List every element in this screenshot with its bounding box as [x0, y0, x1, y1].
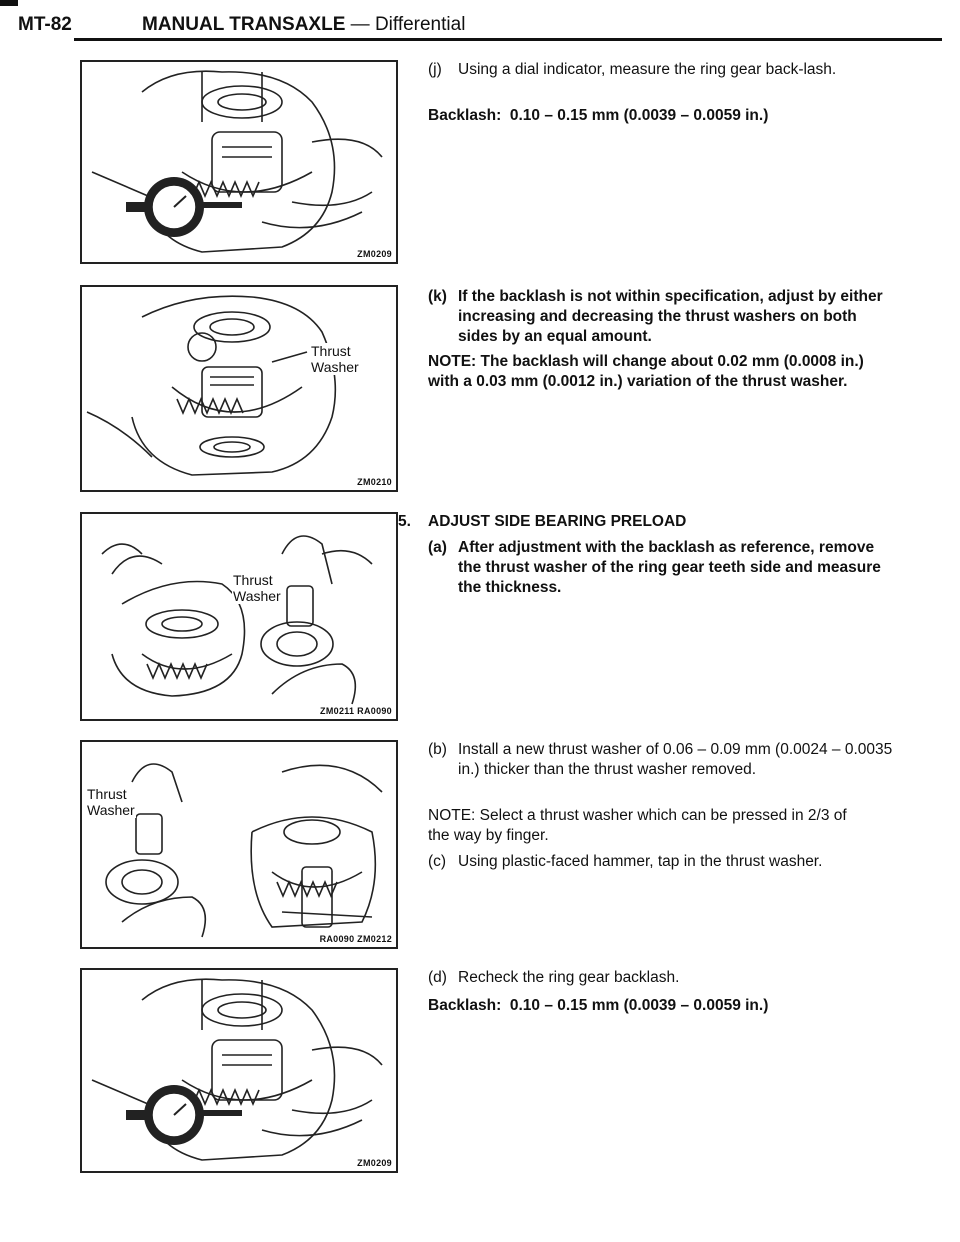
step-label: (j) [428, 61, 442, 78]
spec-value: 0.10 – 0.15 mm (0.0039 – 0.0059 in.) [509, 997, 769, 1014]
callout-washer: Washer [233, 588, 281, 604]
step-label: (b) [428, 741, 447, 758]
figure-thrust-washer-location [80, 285, 398, 492]
step-c [428, 852, 898, 872]
thrust-washer-removal-illustration [82, 514, 396, 719]
spec-label: Backlash: [428, 107, 502, 124]
step-text: Recheck the ring gear backlash. [458, 969, 680, 986]
step-text: Using plastic-faced hammer, tap in the thrust washer. [458, 853, 823, 870]
figure-code: ZM0210 [357, 477, 392, 487]
callout-thrust: Thrust [233, 572, 273, 588]
callout-thrust: Thrust [311, 343, 351, 359]
page-title [142, 14, 465, 36]
figure-code: ZM0209 [357, 1158, 392, 1168]
note-k: NOTE: The backlash will change about 0.02 mm (0.0008 in.) with a 0.03 mm (0.0012 in.) variation of the thrust washer. [428, 353, 864, 390]
callout-washer: Washer [87, 802, 135, 818]
title-main: MANUAL TRANSAXLE [142, 14, 346, 35]
section-title: ADJUST SIDE BEARING PRELOAD [428, 513, 687, 530]
section-number: 5. [398, 513, 411, 530]
page-number: MT-82 [18, 14, 72, 35]
step-d [428, 968, 898, 988]
step-text: If the backlash is not within specification, adjust by either increasing and decreasing the thrust washers on both sides by an equal amount. [458, 288, 883, 345]
figure-dial-indicator-1 [80, 60, 398, 264]
page-header [18, 14, 942, 40]
spec-label: Backlash: [428, 997, 502, 1014]
step-k [428, 287, 898, 347]
dial-indicator-recheck-illustration [82, 970, 396, 1171]
step-text: Using a dial indicator, measure the ring gear back-lash. [458, 61, 837, 78]
step-label: (c) [428, 853, 447, 870]
step-label: (k) [428, 288, 447, 305]
title-sub: Differential [374, 14, 466, 35]
corner-mark [0, 0, 18, 6]
figure-code: ZM0209 [357, 249, 392, 259]
spec-value: 0.10 – 0.15 mm (0.0039 – 0.0059 in.) [509, 107, 769, 124]
figure-dial-indicator-2 [80, 968, 398, 1173]
spec-backlash-2 [428, 996, 868, 1016]
header-rule [74, 38, 942, 41]
step-b [428, 740, 898, 780]
figure-remove-thrust-washer [80, 512, 398, 721]
note-b: NOTE: Select a thrust washer which can be pressed in 2/3 of the way by finger. [428, 807, 847, 844]
step-label: (a) [428, 539, 447, 556]
figure-code: RA0090 ZM0212 [319, 934, 392, 944]
step-text: After adjustment with the backlash as reference, remove the thrust washer of the ring gear teeth side and measure the thickness. [458, 539, 881, 596]
section-5-heading [398, 512, 868, 532]
title-dash: — [345, 14, 375, 35]
thrust-washer-install-illustration [82, 742, 396, 947]
spec-backlash-1 [428, 106, 868, 126]
dial-indicator-illustration [82, 62, 396, 262]
step-text: Install a new thrust washer of 0.06 – 0.09 mm (0.0024 – 0.0035 in.) thicker than the thrust washer removed. [458, 741, 893, 778]
differential-case-illustration [82, 287, 396, 490]
figure-code: ZM0211 RA0090 [320, 706, 392, 716]
step-label: (d) [428, 969, 447, 986]
step-j [428, 60, 898, 80]
step-a [428, 538, 898, 598]
callout-washer: Washer [311, 359, 359, 375]
figure-install-thrust-washer [80, 740, 398, 949]
callout-thrust: Thrust [87, 786, 127, 802]
